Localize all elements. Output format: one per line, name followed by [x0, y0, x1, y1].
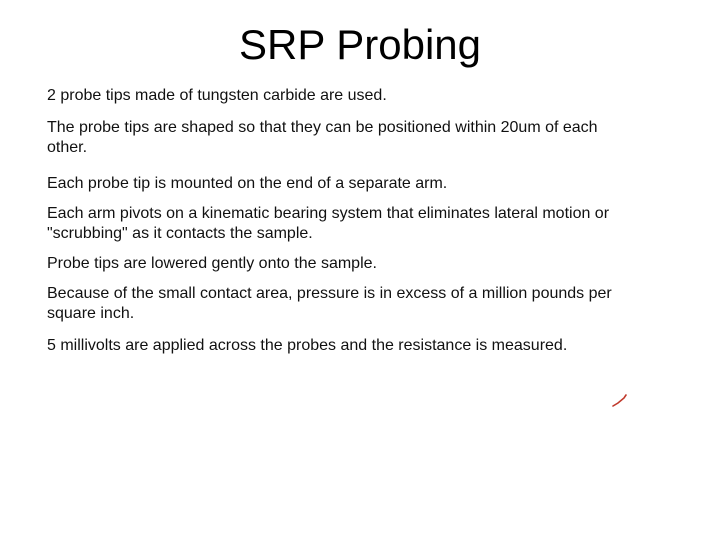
bullet-item: 2 probe tips made of tungsten carbide are used.	[47, 87, 387, 104]
bullet-item: Each arm pivots on a kinematic bearing system that eliminates lateral motion or "scrubbing" as it contacts the sample.	[47, 205, 610, 242]
bullet-item: Because of the small contact area, pressure is in excess of a million pounds per square inch.	[47, 285, 612, 322]
bullet-item: The probe tips are shaped so that they can be positioned within 20um of each other.	[47, 119, 598, 156]
bullet-item: 5 millivolts are applied across the probes and the resistance is measured.	[47, 337, 568, 354]
pen-mark-icon	[612, 392, 628, 408]
bullet-item: Each probe tip is mounted on the end of a separate arm.	[47, 175, 448, 192]
slide-title: SRP Probing	[238, 21, 482, 68]
bullet-item: Probe tips are lowered gently onto the sample.	[47, 255, 377, 272]
bullet-list	[47, 86, 627, 356]
